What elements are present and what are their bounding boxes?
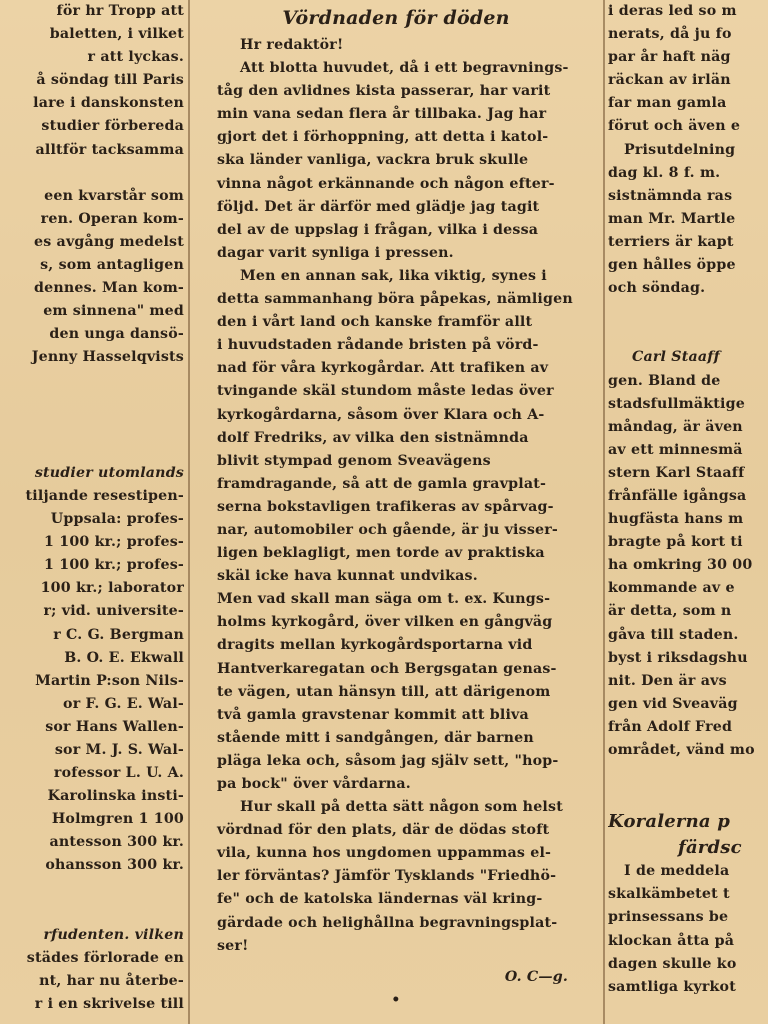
left-column-text-line: sor Hans Wallen- <box>45 718 184 735</box>
article-text-line: Att blotta huvudet, då i ett begravnings- <box>240 60 569 77</box>
left-column-text-line: r; vid. universite- <box>43 603 184 620</box>
right-column-text-line: bragte på kort ti <box>608 534 743 551</box>
right-column <box>608 0 768 1024</box>
article-text-line: Hur skall på detta sätt någon som helst <box>240 799 563 816</box>
end-mark: • <box>391 991 401 1008</box>
left-column-text-line: Jenny Hasselqvists <box>31 349 184 366</box>
right-column-text-line: Prisutdelning <box>624 141 736 158</box>
left-column-text-line: r i en skrivelse till <box>34 996 184 1013</box>
article-text-line: blivit stympad genom Sveavägens <box>217 452 491 469</box>
article-text-line: framdragande, så att de gamla gravplat- <box>217 475 547 492</box>
article-greeting: Hr redaktör! <box>240 37 344 53</box>
left-column-text-line: 100 kr.; laborator <box>40 580 184 597</box>
right-column-text-line: från Adolf Fred <box>608 718 733 735</box>
right-column-text-line: frånfälle igångsa <box>608 487 747 504</box>
right-column-section-text <box>608 346 768 762</box>
article-text-line: serna bokstavligen trafikeras av spårvag- <box>217 498 554 515</box>
left-column-text-line: rofessor L. U. A. <box>53 765 184 782</box>
right-column-text-line: nit. Den är avs <box>608 672 727 689</box>
left-column-text-line <box>0 901 184 924</box>
left-column-text-line <box>0 416 184 439</box>
article-text-line: ler förväntas? Jämför Tysklands "Friedhö- <box>217 868 557 885</box>
article-text-line: stående mitt i sandgången, där barnen <box>217 729 534 746</box>
left-column-text-line: baletten, i vilket <box>49 26 184 43</box>
left-column-text-line: Uppsala: profes- <box>50 511 184 528</box>
left-column-text-line: ohansson 300 kr. <box>45 857 184 874</box>
left-column-text-line: Karolinska insti- <box>47 788 184 805</box>
right-column-text-line: förut och även e <box>608 118 741 135</box>
article-text-line: min vana sedan flera år tillbaka. Jag har <box>217 106 547 123</box>
left-column-text-line <box>0 439 184 462</box>
right-column-subhead-1: Koralerna p <box>608 811 730 833</box>
right-column-text-line: I de meddela <box>624 863 730 880</box>
left-column-text-line: dennes. Man kom- <box>33 280 184 297</box>
left-column-text-line: alltför tacksamma <box>35 141 184 158</box>
article-text-line: vinna något erkännande och någon efter- <box>217 175 555 192</box>
left-column-text-line: r C. G. Bergman <box>53 626 184 643</box>
right-column-text-line: dagen skulle ko <box>608 955 737 972</box>
right-column-text-line: gåva till staden. <box>608 626 739 643</box>
article-paragraph-3 <box>192 796 600 958</box>
right-column-text-line: gen hålles öppe <box>608 257 736 274</box>
right-column-text-line: klockan åtta på <box>608 932 735 949</box>
article-text-line: vila, kunna hos ungdomen uppammas el- <box>217 845 552 862</box>
left-column-text-line: s, som antagligen <box>40 257 184 274</box>
right-column-text-line: far man gamla <box>608 95 727 112</box>
right-column-text-line: stadsfullmäktige <box>608 395 745 412</box>
left-column-text-line: för hr Tropp att <box>56 3 184 19</box>
left-column-text-line: em sinnena" med <box>43 303 184 320</box>
article-text-line: dagar varit synliga i pressen. <box>217 244 454 261</box>
right-column-text-line: måndag, är även <box>608 418 743 435</box>
right-column-subhead-2: färdsc <box>678 837 742 859</box>
left-column-text-line: den unga dansö- <box>49 326 184 343</box>
left-column-text-line <box>0 162 184 185</box>
right-column-text-line: samtliga kyrkot <box>608 978 736 995</box>
right-column-text-line: området, vänd mo <box>608 742 755 758</box>
left-column-text-line: nt, har nu återbe- <box>39 972 184 989</box>
article-text-line: Hantverkaregatan och Bergsgatan genas- <box>217 660 557 677</box>
article-text-line: dragits mellan kyrkogårdsportarna vid <box>217 637 533 654</box>
article-text-line: te vägen, utan hänsyn till, att därigenom <box>217 683 551 700</box>
left-column-text-line <box>0 878 184 901</box>
right-column-text-line: Carl Staaff <box>632 349 720 366</box>
left-column-text-line: städes förlorade en <box>26 949 184 966</box>
article-text-line: fe" och de katolska ländernas väl kring- <box>217 891 543 908</box>
right-column-text-line: terriers är kapt <box>608 233 734 250</box>
left-column-text-line: ren. Operan kom- <box>40 210 184 227</box>
article-text-line: tåg den avlidnes kista passerar, har varit <box>217 83 551 100</box>
right-column-text-line: par år haft näg <box>608 49 731 66</box>
article-text-line: tvingande skäl stundom måste ledas över <box>217 383 554 400</box>
left-column-text-line: å söndag till Paris <box>36 72 184 89</box>
right-column-text-line: i deras led so m <box>608 3 737 19</box>
article-text-line: skäl icke hava kunnat undvikas. <box>217 568 478 585</box>
right-column-text-line: och söndag. <box>608 280 706 297</box>
right-column-text-line: räckan av irlän <box>608 72 731 89</box>
left-column-text-line: r att lyckas. <box>87 49 184 66</box>
left-column-text-line: sor M. J. S. Wal- <box>54 742 184 758</box>
right-column-text-line: prinsessans be <box>608 909 729 926</box>
right-column-text-line: kommande av e <box>608 580 735 597</box>
left-column-text-line: lare i danskonsten <box>33 95 184 112</box>
right-column-text-line: man Mr. Martle <box>608 210 736 227</box>
article-text-line: del av de uppslag i frågan, vilka i dessa <box>217 221 539 238</box>
article-text-line: pa bock" över vårdarna. <box>217 776 411 792</box>
article-column <box>192 0 600 1024</box>
left-column-text-line: een kvarstår som <box>44 187 184 204</box>
left-column-text-line: studier förbereda <box>41 118 184 135</box>
article-text-line: holms kyrkogård, över vilken en gångväg <box>217 614 553 631</box>
right-column-top-text <box>608 0 768 300</box>
left-column-text-line <box>0 370 184 393</box>
article-text-line: gärdade och helighållna begravningsplat- <box>217 914 558 931</box>
article-paragraph-1 <box>192 57 600 265</box>
left-column-text-line: B. O. E. Ekwall <box>64 649 184 666</box>
left-column-text-line: 1 100 kr.; profes- <box>44 557 184 574</box>
article-text-line: följd. Det är därför med glädje jag tagit <box>217 198 540 215</box>
left-column-text-line: Martin P:son Nils- <box>35 672 184 689</box>
right-column-text-line: av ett minnesmä <box>608 441 743 458</box>
right-column-text-line: gen vid Sveaväg <box>608 695 738 712</box>
article-text-line: ligen beklagligt, men torde av praktiska <box>217 545 545 562</box>
column-rule-right <box>603 0 605 1024</box>
article-text-line: den i vårt land och kanske framför allt <box>217 314 533 331</box>
article-text-line: ska länder vanliga, vackra bruk skulle <box>217 152 529 169</box>
left-column-text-line: or F. G. E. Wal- <box>63 695 184 712</box>
article-text-line: dolf Fredriks, av vilka den sistnämnda <box>217 429 529 446</box>
article-text-line: kyrkogårdarna, såsom över Klara och A- <box>217 406 545 423</box>
right-column-text-line: sistnämnda ras <box>608 187 733 204</box>
article-text-line: Men en annan sak, lika viktig, synes i <box>240 267 547 284</box>
article-text-line: ser! <box>217 937 249 954</box>
article-paragraph-2 <box>192 265 600 796</box>
right-column-text-line: stern Karl Staaff <box>608 464 745 481</box>
right-column-text-line: byst i riksdagshu <box>608 649 748 666</box>
article-title: Vördnaden för döden <box>282 7 510 29</box>
article-text-line: pläga leka och, såsom jag själv sett, "hop- <box>217 752 559 769</box>
left-column-text-line: es avgång medelst <box>34 233 184 250</box>
article-signature: O. C—g. <box>504 968 568 985</box>
right-column-text-line: gen. Bland de <box>608 372 721 389</box>
article-text-line: nad för våra kyrkogårdar. Att trafiken av <box>217 360 549 377</box>
left-column-text-line: studier utomlands <box>34 464 184 481</box>
left-column-text-line: 1 100 kr.; profes- <box>44 534 184 551</box>
right-column-text-line: ha omkring 30 00 <box>608 557 753 574</box>
left-column <box>0 0 184 1024</box>
left-column-text-line: rfudenten. vilken <box>43 926 184 943</box>
column-rule-left <box>188 0 190 1024</box>
right-column-text-line: skalkämbetet t <box>608 886 730 903</box>
left-column-text-line: Holmgren 1 100 <box>51 811 184 828</box>
right-column-text-line: hugfästa hans m <box>608 511 744 528</box>
right-column-bottom-text <box>608 860 768 999</box>
left-column-text-line: antesson 300 kr. <box>49 834 184 851</box>
right-column-text-line: nerats, då ju fo <box>608 26 732 43</box>
article-text-line: detta sammanhang böra påpekas, nämligen <box>217 291 573 308</box>
article-text-line: två gamla gravstenar kommit att bliva <box>217 706 529 723</box>
article-text-line: i huvudstaden rådande bristen på vörd- <box>217 337 539 354</box>
right-column-text-line: är detta, som n <box>608 603 732 620</box>
article-text-line: Men vad skall man säga om t. ex. Kungs- <box>217 591 551 608</box>
article-text-line: vördnad för den plats, där de dödas stoft <box>217 822 550 839</box>
right-column-text-line: dag kl. 8 f. m. <box>608 164 721 181</box>
left-column-text-line <box>0 393 184 416</box>
left-column-text-line: tiljande resestipen- <box>25 487 184 504</box>
article-text-line: nar, automobiler och gående, är ju visser- <box>217 521 558 538</box>
article-text-line: gjort det i förhoppning, att detta i katol- <box>217 129 549 146</box>
